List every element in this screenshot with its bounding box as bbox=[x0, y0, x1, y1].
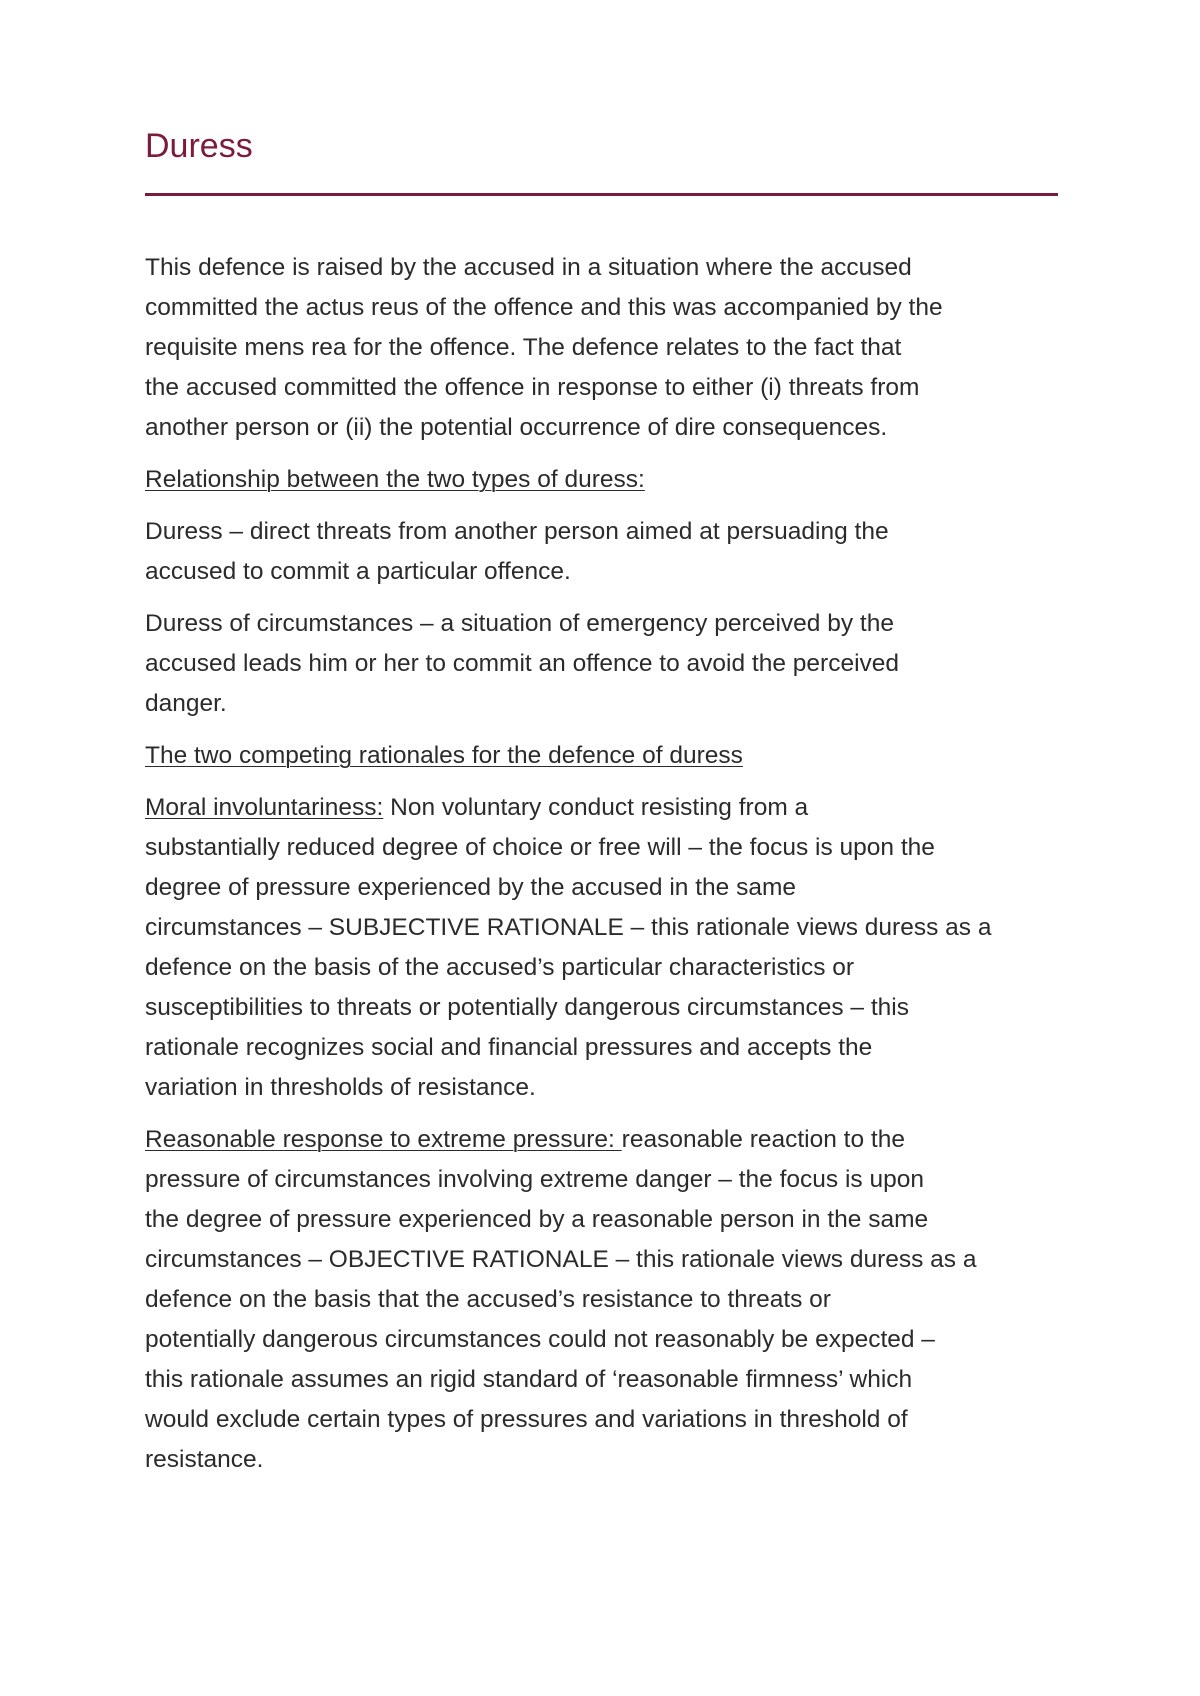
reasonable-response-text: reasonable reaction to the pressure of circumstances involving extreme danger – the focus is upon the degree of pressure experienced by a reasonable person in the same circumstances – OBJECTIVE RATIONALE – this rationale views duress as a defence on the basis that the accused’s resistance to threats or potentially dangerous circumstances could not reasonably be expected – this rationale assumes an rigid standard of ‘reasonable firmness’ which would exclude certain types of pressures and variations in threshold of resistance. bbox=[145, 1126, 977, 1473]
duress-definition: Duress – direct threats from another person aimed at persuading the accused to commit a particular offence. bbox=[145, 518, 889, 585]
reasonable-response-label: Reasonable response to extreme pressure: bbox=[145, 1126, 622, 1153]
duress-of-circumstances-definition: Duress of circumstances – a situation of emergency perceived by the accused leads him or her to commit an offence to avoid the perceived danger. bbox=[145, 610, 900, 717]
title-divider bbox=[145, 193, 1058, 196]
moral-involuntariness-text: Non voluntary conduct resisting from a substantially reduced degree of choice or free will – the focus is upon the degree of pressure experienced by the accused in the same circumstances – SUBJECTIVE RATIONALE – this rationale views duress as a defence on the basis of the accused’s particular characteristics or susceptibilities to threats or potentially dangerous circumstances – this rationale recognizes social and financial pressures and accepts the variation in thresholds of resistance. bbox=[145, 794, 992, 1101]
relationship-heading: Relationship between the two types of duress: bbox=[145, 466, 645, 493]
moral-involuntariness-label: Moral involuntariness: bbox=[145, 794, 384, 821]
rationales-heading: The two competing rationales for the defence of duress bbox=[145, 742, 743, 769]
document-title: Duress bbox=[145, 127, 253, 165]
moral-involuntariness-paragraph bbox=[145, 788, 1065, 1108]
reasonable-response-paragraph bbox=[145, 1120, 1065, 1480]
document-body bbox=[145, 248, 1065, 1492]
intro-paragraph: This defence is raised by the accused in a situation where the accused committed the actus reus of the offence and this was accompanied by the requisite mens rea for the offence. The defence relates to the fact that the accused committed the offence in response to either (i) threats from another person or (ii) the potential occurrence of dire consequences. bbox=[145, 254, 943, 441]
